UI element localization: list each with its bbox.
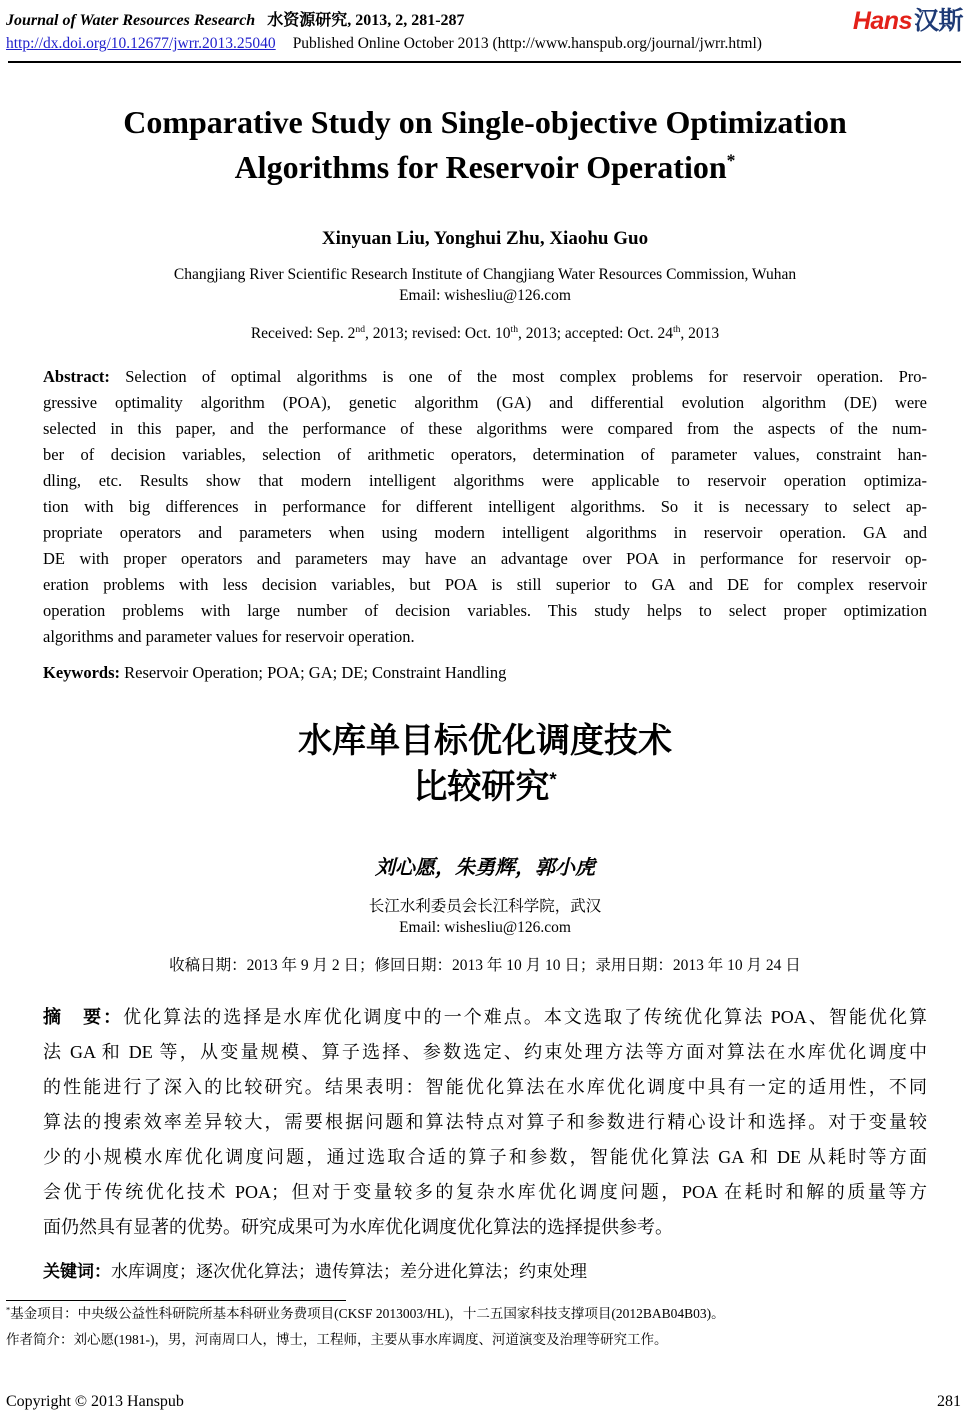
author-bio-footnote: 作者简介：刘心愿(1981-)，男，河南周口人，博士，工程师，主要从事水库调度、河道演变及治理等研究工作。 <box>6 1332 668 1347</box>
published-info: Published Online October 2013 (http://www.hanspub.org/journal/jwrr.html) <box>292 35 762 52</box>
footnote-asterisk: * <box>6 1305 11 1315</box>
abstract-line: ber of decision variables, selection of arithmetic operators, determination of parameter values, constraint han- <box>43 445 927 464</box>
hans-publisher-logo <box>853 1 963 37</box>
abstract-zh-line: 面仍然具有显著的优势。研究成果可为水库优化调度优化算法的选择提供参考。 <box>43 1217 673 1237</box>
journal-name-english: Journal of Water Resources Research <box>6 12 256 29</box>
abstract-english <box>43 364 927 650</box>
abstract-line: dling, etc. Results show that modern intelligent algorithms were applicable to reservoir operation optimiza- <box>43 471 927 490</box>
authors-chinese: 刘心愿，朱勇辉，郭小虎 <box>375 857 595 879</box>
abstract-line: Abstract: Selection of optimal algorithms is one of the most complex problems for reservoir operation. Pro- <box>43 367 927 386</box>
abstract-zh-line: 算法的搜索效率差异较大，需要根据问题和算法特点对算子和参数进行精心设计和选择。对于变量较 <box>43 1112 927 1132</box>
keywords-english <box>43 660 927 686</box>
affiliation-english: Changjiang River Scientific Research Institute of Changjiang Water Resources Commission, Wuhan <box>173 266 797 283</box>
hans-logo-text: Hans <box>852 7 912 35</box>
page-number: 281 <box>937 1393 961 1410</box>
affiliation-block-chinese <box>43 896 927 938</box>
keywords-zh-list: 水库调度；逐次优化算法；遗传算法；差分进化算法；约束处理 <box>111 1262 587 1281</box>
keywords-label: Keywords: <box>43 663 120 682</box>
abstract-zh-line: 的性能进行了深入的比较研究。结果表明：智能优化算法在水库优化调度中具有一定的适用性，不同 <box>43 1077 927 1097</box>
abstract-line: operation problems with large number of decision variables. This study helps to select proper optimization <box>43 601 927 620</box>
affiliation-block-english <box>43 264 927 306</box>
title-line2: Algorithms for Reservoir Operation <box>234 149 727 185</box>
abstract-zh-line: 法 GA 和 DE 等，从变量规模、算子选择、参数选定、约束处理方法等方面对算法在水库优化调度中 <box>43 1042 927 1062</box>
doi-line <box>6 35 963 53</box>
email-chinese: Email: wishesliu@126.com <box>399 919 571 936</box>
journal-name-chinese: 水资源研究, 2013, 2, 281-287 <box>267 12 465 29</box>
abstract-line: selected in this paper, and the performance of these algorithms were compared from the aspects of the num- <box>43 419 927 438</box>
abstract-zh-line: 少的小规模水库优化调度问题，通过选取合适的算子和参数，智能优化算法 GA 和 DE 从耗时等方面 <box>43 1147 927 1167</box>
title-line1: Comparative Study on Single-objective Optimization <box>123 104 847 140</box>
received-dates-english: Received: Sep. 2nd, 2013; revised: Oct. 10th, 2013; accepted: Oct. 24th, 2013 <box>250 323 720 342</box>
affiliation-chinese: 长江水利委员会长江科学院，武汉 <box>368 898 602 915</box>
authors-english: Xinyuan Liu, Yonghui Zhu, Xiaohu Guo <box>321 228 649 249</box>
copyright-text: Copyright © 2013 Hanspub <box>6 1393 184 1410</box>
journal-header <box>0 0 970 63</box>
header-rule <box>8 61 961 63</box>
abstract-line: algorithms and parameter values for reservoir operation. <box>43 627 415 646</box>
keywords-zh-label: 关键词： <box>43 1262 111 1281</box>
keywords-list: Reservoir Operation; POA; GA; DE; Constraint Handling <box>124 663 507 682</box>
journal-title-line <box>6 7 963 30</box>
article-content <box>43 100 927 1285</box>
abstract-line: tion with big differences in performance for different intelligent algorithms. So it is necessary to select ap- <box>43 497 927 516</box>
abstract-line: eration problems with less decision variables, but POA is still superior to GA and DE for complex reservoir <box>43 575 927 594</box>
abstract-chinese <box>43 1000 927 1245</box>
funding-footnote: *基金项目：中央级公益性科研院所基本科研业务费项目(CKSF 2013003/HL)，十二五国家科技支撑项目(2012BAB04B03)。 <box>6 1305 725 1321</box>
received-dates-chinese: 收稿日期：2013 年 9 月 2 日；修回日期：2013 年 10 月 10 日；录用日期：2013 年 10 月 24 日 <box>169 957 801 974</box>
article-title-english <box>43 100 927 190</box>
hans-logo-chinese: 汉斯 <box>913 7 963 35</box>
article-title-chinese <box>43 718 927 810</box>
footnotes-block <box>6 1300 964 1353</box>
title-zh-footnote-asterisk: * <box>549 768 557 790</box>
title-footnote-asterisk: * <box>726 150 736 171</box>
page-footer <box>6 1393 961 1411</box>
abstract-line: DE with proper operators and parameters may have an advantage over POA in performance for reservoir op- <box>43 549 927 568</box>
abstract-zh-line: 摘 要：优化算法的选择是水库优化调度中的一个难点。本文选取了传统优化算法 POA、智能优化算 <box>43 1007 927 1027</box>
keywords-chinese <box>43 1259 927 1285</box>
abstract-label: Abstract: <box>43 367 110 386</box>
title-zh-line2: 比较研究 <box>413 768 550 806</box>
abstract-line: gressive optimality algorithm (POA), genetic algorithm (GA) and differential evolution algorithm (DE) were <box>43 393 927 412</box>
title-zh-line1: 水库单目标优化调度技术 <box>298 722 672 760</box>
abstract-zh-label: 摘 要： <box>43 1007 124 1027</box>
email-english: Email: wishesliu@126.com <box>399 287 571 304</box>
doi-link[interactable]: http://dx.doi.org/10.12677/jwrr.2013.25040 <box>6 35 276 52</box>
abstract-line: propriate operators and parameters when using modern intelligent algorithms in reservoir operation. GA and <box>43 523 927 542</box>
abstract-zh-line: 会优于传统优化技术 POA；但对于变量较多的复杂水库优化调度问题，POA 在耗时和解的质量等方 <box>43 1182 927 1202</box>
